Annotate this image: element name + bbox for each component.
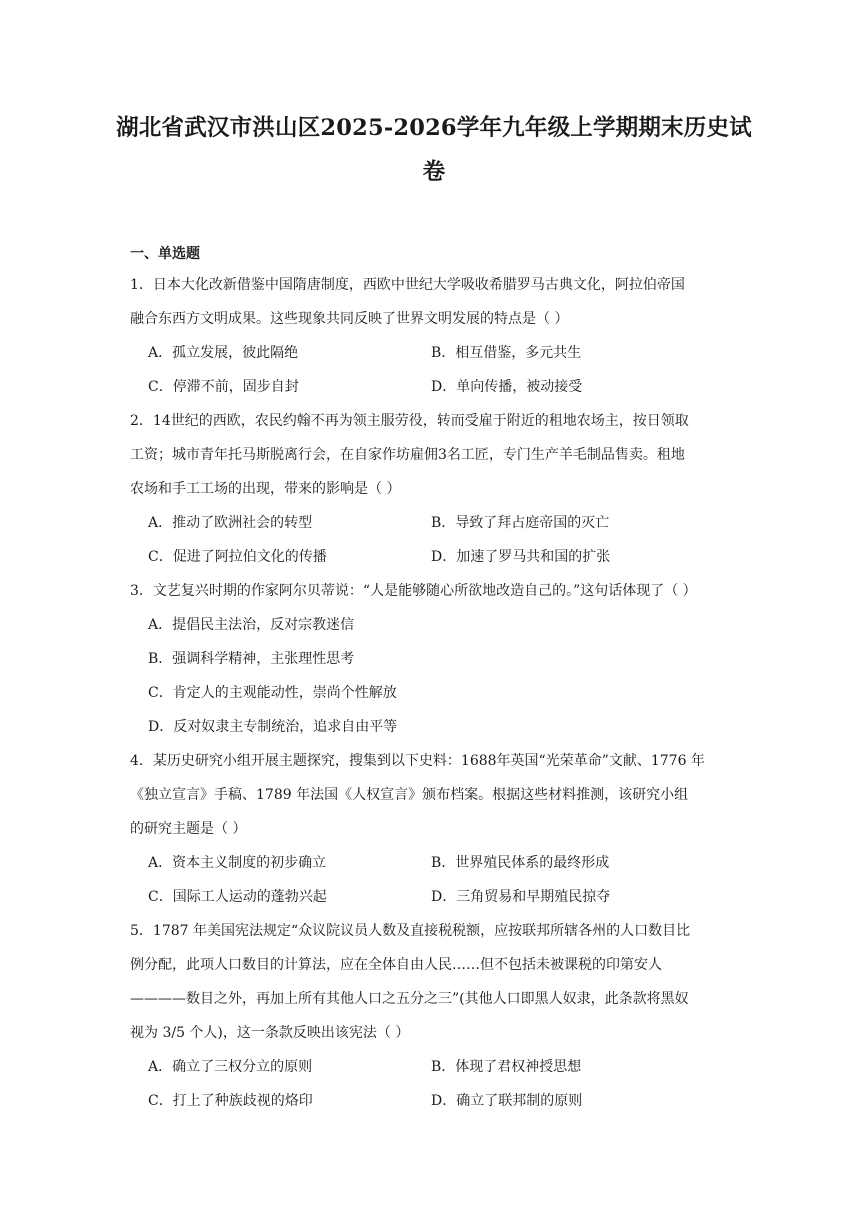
question-list bbox=[130, 268, 744, 1118]
option-a: A．提倡民主法治，反对宗教迷信 bbox=[148, 617, 355, 633]
option-a: A．孤立发展，彼此隔绝 bbox=[148, 345, 299, 361]
option-row bbox=[130, 506, 744, 540]
question-3 bbox=[130, 574, 744, 744]
section-heading: 一、单选题 bbox=[130, 246, 200, 262]
option-a: A．资本主义制度的初步确立 bbox=[148, 855, 327, 871]
option-row bbox=[130, 540, 744, 574]
option-c: C．国际工人运动的蓬勃兴起 bbox=[148, 889, 327, 905]
option-b: B．相互借鉴，多元共生 bbox=[431, 345, 582, 361]
option-d: D．加速了罗马共和国的扩张 bbox=[431, 549, 611, 565]
question-text-line: 3．文艺复兴时期的作家阿尔贝蒂说：“人是能够随心所欲地改造自己的。”这句话体现了（ ） bbox=[130, 583, 697, 599]
option-row bbox=[130, 336, 744, 370]
option-a: A．确立了三权分立的原则 bbox=[148, 1059, 313, 1075]
exam-title bbox=[110, 106, 758, 194]
question-text-line: ————数目之外，再加上所有其他人口之五分之三”(其他人口即黑人奴隶，此条款将黑奴 bbox=[130, 991, 689, 1007]
question-5 bbox=[130, 914, 744, 1118]
option-b: B．强调科学精神，主张理性思考 bbox=[148, 651, 355, 667]
option-row bbox=[130, 880, 744, 914]
option-c: C．促进了阿拉伯文化的传播 bbox=[148, 549, 327, 565]
question-4 bbox=[130, 744, 744, 914]
option-a: A．推动了欧洲社会的转型 bbox=[148, 515, 313, 531]
question-text-line: 4．某历史研究小组开展主题探究，搜集到以下史料：1688年英国“光荣革命”文献、1776 年 bbox=[130, 753, 705, 769]
question-text-line: 5．1787 年美国宪法规定“众议院议员人数及直接税税额，应按联邦所辖各州的人口数目比 bbox=[130, 923, 691, 939]
exam-title-line-2: 卷 bbox=[422, 159, 446, 185]
question-text-line: 视为 3/5 个人)，这一条款反映出该宪法（ ） bbox=[130, 1025, 410, 1041]
option-d: D．反对奴隶主专制统治，追求自由平等 bbox=[148, 719, 398, 735]
question-text-line: 2．14世纪的西欧，农民约翰不再为领主服劳役，转而受雇于附近的租地农场主，按日领取 bbox=[130, 413, 689, 429]
question-text-line: 例分配，此项人口数目的计算法，应在全体自由人民……但不包括未被课税的印第安人 bbox=[130, 957, 662, 973]
option-d: D．确立了联邦制的原则 bbox=[431, 1093, 583, 1109]
option-c: C．打上了种族歧视的烙印 bbox=[148, 1093, 313, 1109]
question-text-line: 融合东西方文明成果。这些现象共同反映了世界文明发展的特点是（ ） bbox=[130, 311, 569, 327]
question-text-line: 工资；城市青年托马斯脱离行会，在自家作坊雇佣3名工匠，专门生产羊毛制品售卖。租地 bbox=[130, 447, 685, 463]
question-2 bbox=[130, 404, 744, 574]
question-text-line: 《独立宣言》手稿、1789 年法国《人权宣言》颁布档案。根据这些材料推测，该研究小组 bbox=[130, 787, 689, 803]
option-row bbox=[130, 1050, 744, 1084]
option-row bbox=[130, 1084, 744, 1118]
exam-title-line-1: 湖北省武汉市洪山区2025-2026学年九年级上学期期末历史试 bbox=[116, 115, 752, 141]
question-1 bbox=[130, 268, 744, 404]
option-c: C．肯定人的主观能动性，崇尚个性解放 bbox=[148, 685, 397, 701]
question-text-line: 1．日本大化改新借鉴中国隋唐制度，西欧中世纪大学吸收希腊罗马古典文化，阿拉伯帝国 bbox=[130, 277, 685, 293]
option-b: B．世界殖民体系的最终形成 bbox=[431, 855, 610, 871]
option-row bbox=[130, 370, 744, 404]
option-d: D．三角贸易和早期殖民掠夺 bbox=[431, 889, 611, 905]
option-d: D．单向传播，被动接受 bbox=[431, 379, 583, 395]
option-b: B．导致了拜占庭帝国的灭亡 bbox=[431, 515, 610, 531]
option-row bbox=[130, 846, 744, 880]
question-text-line: 农场和手工工场的出现，带来的影响是（ ） bbox=[130, 481, 401, 497]
option-b: B．体现了君权神授思想 bbox=[431, 1059, 582, 1075]
question-text-line: 的研究主题是（ ） bbox=[130, 821, 247, 837]
option-c: C．停滞不前，固步自封 bbox=[148, 379, 299, 395]
